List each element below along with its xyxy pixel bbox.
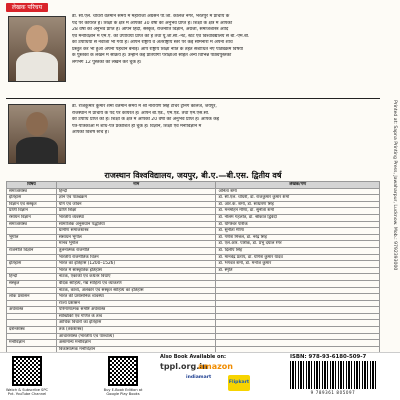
subject-cell: रसायन विज्ञान	[7, 214, 57, 221]
author1-bio-line: लगभग 12 पुस्तकों का लेखन कर चुके हैं।	[72, 59, 142, 65]
author1-bio-line: प्रस्तुत कर भी हुआ अपनी पहचान बनाई। आप राष्ट्रीय शिक्षा नीति के तहत संशोधित नए पाठ्यक्रम विषयों	[72, 46, 244, 52]
author2-bio-line: डॉ. राजकुमार कुमार शर्मा वर्तमान समय में श्री नारायण सिंह टीचर ट्रेनिंग कॉलेज, जयपुर,	[72, 104, 217, 109]
syllabus-table	[6, 181, 380, 380]
author2-bio	[72, 104, 378, 137]
author-cell: डॉ. सी.एल. चौधरी, डॉ. राजकुमार कुमार शर्मा	[216, 195, 380, 202]
table-row	[7, 267, 380, 274]
title-cell: नाटक, काव्य, अलंकार एवं संस्कृत साहित्य का इतिहास	[56, 287, 216, 294]
subject-cell: संस्कृत	[7, 280, 57, 287]
author2-bio-line: की उपाधि प्राप्त की है। शिक्षा के क्षेत्र में आपको 20 वर्षों का अनुभव प्राप्त है। आपके कई	[72, 117, 219, 122]
subject-cell: भूगोल	[7, 234, 57, 241]
table-row	[7, 208, 380, 215]
author1-photo	[8, 16, 66, 82]
table-row	[7, 294, 380, 301]
subject-cell	[7, 320, 57, 327]
subject-cell	[7, 267, 57, 274]
author1-bio-line: के पुस्तकों के लेखन में सक्रिय हैं। उन्होंने कई प्रतियोगी परीक्षाओं सहित अन्य विभिन्न पाठ्यपुस्तकों	[72, 53, 232, 58]
subject-cell: विज्ञान एवं संस्कृत	[7, 201, 57, 208]
subject-cell: दर्शनशास्त्र	[7, 327, 57, 334]
also-available-label: Also Book Available on:	[160, 354, 227, 360]
table-row	[7, 327, 380, 334]
author-cell	[216, 313, 380, 320]
author1-bio-line: की उपाधियों से नवाजा भी गया है। आपने राष्ट्रीय व अंतर्राष्ट्रीय स्तर पर कई सेमिनारों में अपना शोध	[72, 40, 233, 45]
title-cell: ग्रामीण समाजशास्त्र	[56, 228, 216, 235]
author-intro-badge: लेखक परिचय	[6, 3, 48, 12]
title-cell: असामान्य मनोविज्ञान	[56, 340, 216, 347]
title-cell: राज्य प्रशासन	[56, 300, 216, 307]
subject-cell: अर्थशास्त्र	[7, 307, 57, 314]
title-cell: तर्क (तर्कशास्त्र)	[56, 327, 216, 334]
youtube-qr-code	[12, 356, 42, 386]
title-cell: हिन्दी	[56, 188, 216, 195]
subject-cell: प्राणी विज्ञान	[7, 208, 57, 215]
subject-cell	[7, 333, 57, 340]
title-cell: नाटक, एकांकी एवं कथेतर विधाएँ	[56, 274, 216, 281]
subject-cell	[7, 254, 57, 261]
title-cell: विकासात्मक मनोविज्ञान	[56, 346, 216, 353]
title-cell: ज्ञान एवं पाठ्यक्रम	[56, 195, 216, 202]
title-cell: प्राणि शिक्षा	[56, 208, 216, 215]
subject-cell: राजनीति विज्ञान	[7, 247, 57, 254]
subject-cell: समाजशास्त्र	[7, 188, 57, 195]
table-row	[7, 247, 380, 254]
author-cell: डॉ. स्मृति	[216, 267, 380, 274]
author-cell	[216, 294, 380, 301]
table-row	[7, 287, 380, 294]
author2-bio-line: राजस्थान में प्राचार्य के पद पर कार्यरत हैं। आपने बी.एड., एम.एड. तथा एम.एस.सी.	[72, 110, 210, 116]
title-cell: आर्थिक विचारों का इतिहास	[56, 320, 216, 327]
title-cell: सामाजिक अनुसंधान पद्धतियाँ	[56, 221, 216, 228]
author-cell	[216, 327, 380, 334]
author-cell: डॉ. एल.आर. पारीक, डॉ. प्रभु दयाल रैगर	[216, 241, 380, 248]
author1-bio-line: एवं मनोविज्ञान में एम.ए. की उपाधियाँ प्राप्त की हैं तथा यू.जी.सी.-नेट, स्टेट एवं विश्वविद्यालय से बी.-एम.बी.	[72, 33, 250, 39]
indiamart-logo: indiamart	[186, 375, 212, 380]
author-cell: डॉ. दिलीप सिंह	[216, 247, 380, 254]
subject-cell: समाजशास्त्र	[7, 221, 57, 228]
title-cell: भारत का इतिहास (1200–1526)	[56, 261, 216, 268]
title-cell: भारत की प्रशासनिक व्यवस्था	[56, 294, 216, 301]
subject-cell	[7, 313, 57, 320]
subject-cell: हिन्दी	[7, 274, 57, 281]
table-header-row	[7, 182, 380, 189]
table-row	[7, 313, 380, 320]
table-row	[7, 307, 380, 314]
table-row	[7, 261, 380, 268]
column-header: लेखक/गण	[216, 182, 380, 189]
author-cell	[216, 280, 380, 287]
table-row	[7, 274, 380, 281]
ebook-qr-code	[108, 356, 138, 386]
table-row	[7, 201, 380, 208]
author2-photo	[8, 104, 66, 164]
author2-bio-line: पत्र-पत्रिकाओं में शोध-पत्र प्रकाशित हो चुके हैं। विज्ञान, शिक्षा एवं मनोविज्ञान में	[72, 123, 202, 129]
title-cell: आचारशास्त्र (भारतीय एवं पाश्चात्य)	[56, 333, 216, 340]
subject-cell: इतिहास	[7, 195, 57, 202]
subject-cell	[7, 300, 57, 307]
title-cell: भारतीय राजनीतिक चिंतन	[56, 254, 216, 261]
table-row	[7, 254, 380, 261]
subject-cell: लोक प्रशासन	[7, 294, 57, 301]
author1-bio	[72, 14, 378, 66]
author-cell	[216, 274, 380, 281]
author-cell	[216, 307, 380, 314]
author-cell: डॉ. सुनीता मीणा	[216, 228, 380, 235]
table-row	[7, 188, 380, 195]
ebook-qr-caption: Buy E-Book Edition at Google Play Books	[103, 388, 143, 397]
table-row	[7, 340, 380, 347]
author-cell: अनिता शर्मा	[216, 188, 380, 195]
author-cell: डॉ. नीलम गहलोत, डॉ. श्रीकांत द्विवेदी	[216, 214, 380, 221]
barcode-number: 9 789361 805097	[310, 390, 356, 395]
author-cell	[216, 340, 380, 347]
author-cell: डॉ. भगवत शर्मा, डॉ. मनोज कुमार	[216, 261, 380, 268]
subject-cell	[7, 241, 57, 248]
author-cell: डॉ. मानवेंद्र प्रताप, डॉ. योगेश कुमार यादव	[216, 254, 380, 261]
author-cell: डॉ. गणेश मित्तल, डॉ. नरेंद्र सिंह	[216, 234, 380, 241]
table-row	[7, 228, 380, 235]
author-cell: डॉ. आर.के. शर्मा, डॉ. साधारण सिंह	[216, 201, 380, 208]
author-cell	[216, 333, 380, 340]
table-row	[7, 320, 380, 327]
table-row	[7, 280, 380, 287]
amazon-logo-text: amazon	[198, 362, 233, 371]
title-cell: परिमाणात्मक समष्टि अर्थशास्त्र	[56, 307, 216, 314]
divider	[6, 98, 380, 99]
youtube-qr-caption: Watch & Subscribe SPC Pvt. YouTube Channel	[5, 388, 49, 397]
author-cell	[216, 320, 380, 327]
table-row	[7, 221, 380, 228]
table-row	[7, 214, 380, 221]
author-cell: डॉ. मनमोहन मीणा, डॉ. सुनीता शर्मा	[216, 208, 380, 215]
column-header: नाम	[56, 182, 216, 189]
isbn-barcode	[290, 361, 376, 389]
website-link[interactable]: tppl.org.in	[160, 362, 208, 371]
author-cell: डॉ. योगेश्वर पारीक	[216, 221, 380, 228]
table-row	[7, 241, 380, 248]
table-row	[7, 195, 380, 202]
title-cell: योग एवं जीवन	[56, 201, 216, 208]
table-row	[7, 234, 380, 241]
table-body	[7, 188, 380, 379]
printer-info: Printed at: Sapna Printing Press, Jawaharpur, Lucknow. Mob.: 9792393000	[392, 99, 397, 271]
title-cell: वैदिक साहित्य, गद्य साहित्य एवं व्याकरण	[56, 280, 216, 287]
title-cell: तुलनात्मक राजनीति	[56, 247, 216, 254]
title-cell: भारत में सांस्कृतिक इतिहास	[56, 267, 216, 274]
author1-bio-line: पद पर कार्यरत हैं। शिक्षा के क्षेत्र में आपको 30 वर्षों का अनुभव प्राप्त है। शिक्षा के क्षेत्र में आपको	[72, 20, 233, 26]
subject-cell: इतिहास	[7, 261, 57, 268]
author1-bio-line: डॉ. सी.एल. चौधरी वर्तमान समय में महाराजा अग्रसेन पी.जी. कॉलेज नगर, भरतपुर में प्राचार्य के	[72, 14, 230, 19]
subject-cell	[7, 287, 57, 294]
amazon-logo	[198, 362, 233, 371]
isbn-number: ISBN: 978-93-6180-509-7	[290, 354, 367, 360]
flipkart-logo: Flipkart	[228, 375, 250, 391]
title-cell: सांख्यिकी एवं गणित के तत्व	[56, 313, 216, 320]
table-heading: राजस्थान विश्वविद्यालय, जयपुर, बी.ए.—बी.एस. द्वितीय वर्ष	[104, 171, 282, 180]
title-cell: मानव भूगोल	[56, 241, 216, 248]
author2-bio-line: आपकी विशेष रुचि है।	[72, 130, 109, 135]
title-cell: संसाधन भूगोल	[56, 234, 216, 241]
subject-cell: मनोविज्ञान	[7, 340, 57, 347]
table-row	[7, 300, 380, 307]
author-cell	[216, 300, 380, 307]
title-cell: भारतीय व्यवस्था	[56, 214, 216, 221]
subject-cell	[7, 228, 57, 235]
author-cell	[216, 287, 380, 294]
table-row	[7, 333, 380, 340]
column-header: विषय	[7, 182, 57, 189]
author1-bio-line: 28 वर्षों का अनुभव प्राप्त है। आपने हिंदी, संस्कृत, राजनीति विज्ञान, अंग्रेजी, समाजशास्त्र आदि	[72, 27, 229, 32]
